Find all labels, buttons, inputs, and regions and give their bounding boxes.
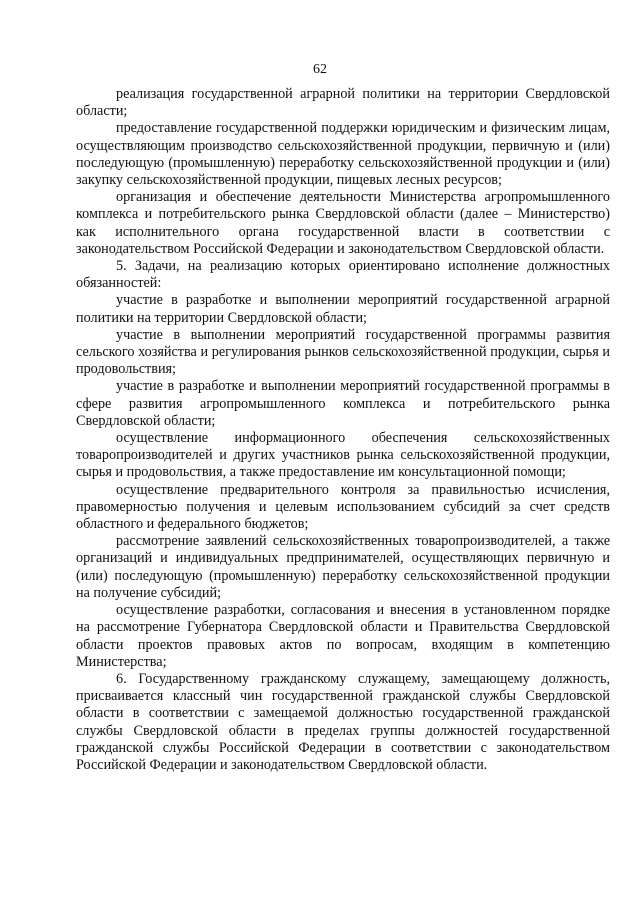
paragraph: осуществление разработки, согласования и внесения в установленном порядке на рассмотрение Губернатора Свердловской области и Правительства Свердловской области проектов правовых актов по вопросам, входящим в компетенцию Министерства; xyxy=(76,602,610,670)
paragraph: рассмотрение заявлений сельскохозяйственных товаропроизводителей, а также организаций и индивидуальных предпринимателей, осуществляющих первичную и (или) последующую (промышленную) переработку сельскохозяйственной продукции на получение субсидий; xyxy=(76,533,610,601)
paragraph: предоставление государственной поддержки юридическим и физическим лицам, осуществляющим производство сельскохозяйственной продукции, первичную и (или) последующую (промышленную) переработку сельскохозяйственной продукции и (или) закупку сельскохозяйственной продукции, пищевых лесных ресурсов; xyxy=(76,120,610,189)
paragraph: 6. Государственному гражданскому служащему, замещающему должность, присваивается классный чин государственной гражданской службы Свердловской области в соответствии с замещаемой должностью государственной гражданской службы Свердловской области в пределах группы должностей государственной гражданской службы Российской Федерации в соответствии с законодательством Российской Федерации и законодательством Свердловской области. xyxy=(76,670,610,773)
paragraph: участие в выполнении мероприятий государственной программы развития сельского хозяйства и регулирования рынков сельскохозяйственной продукции, сырья и продовольствия; xyxy=(76,326,610,378)
page-number: 62 xyxy=(313,62,327,77)
paragraph: реализация государственной аграрной политики на территории Свердловской области; xyxy=(76,86,610,120)
paragraph: участие в разработке и выполнении мероприятий государственной аграрной политики на территории Свердловской области; xyxy=(76,292,610,326)
paragraph: осуществление информационного обеспечения сельскохозяйственных товаропроизводителей и других участников рынка сельскохозяйственной продукции, сырья и продовольствия, а также предоставление им консультационной помощи; xyxy=(76,430,610,481)
paragraph: 5. Задачи, на реализацию которых ориентировано исполнение должностных обязанностей: xyxy=(76,258,610,292)
document-body xyxy=(76,86,610,774)
paragraph: организация и обеспечение деятельности Министерства агропромышленного комплекса и потребительского рынка Свердловской области (далее – Министерство) как исполнительного органа государственной власти в соответствии с законодательством Российской Федерации и законодательством Свердловской области. xyxy=(76,189,610,257)
paragraph: участие в разработке и выполнении мероприятий государственной программы в сфере развития агропромышленного комплекса и потребительского рынка Свердловской области; xyxy=(76,378,610,429)
paragraph: осуществление предварительного контроля за правильностью исчисления, правомерностью получения и целевым использованием субсидий за счет средств областного и федерального бюджетов; xyxy=(76,481,610,533)
